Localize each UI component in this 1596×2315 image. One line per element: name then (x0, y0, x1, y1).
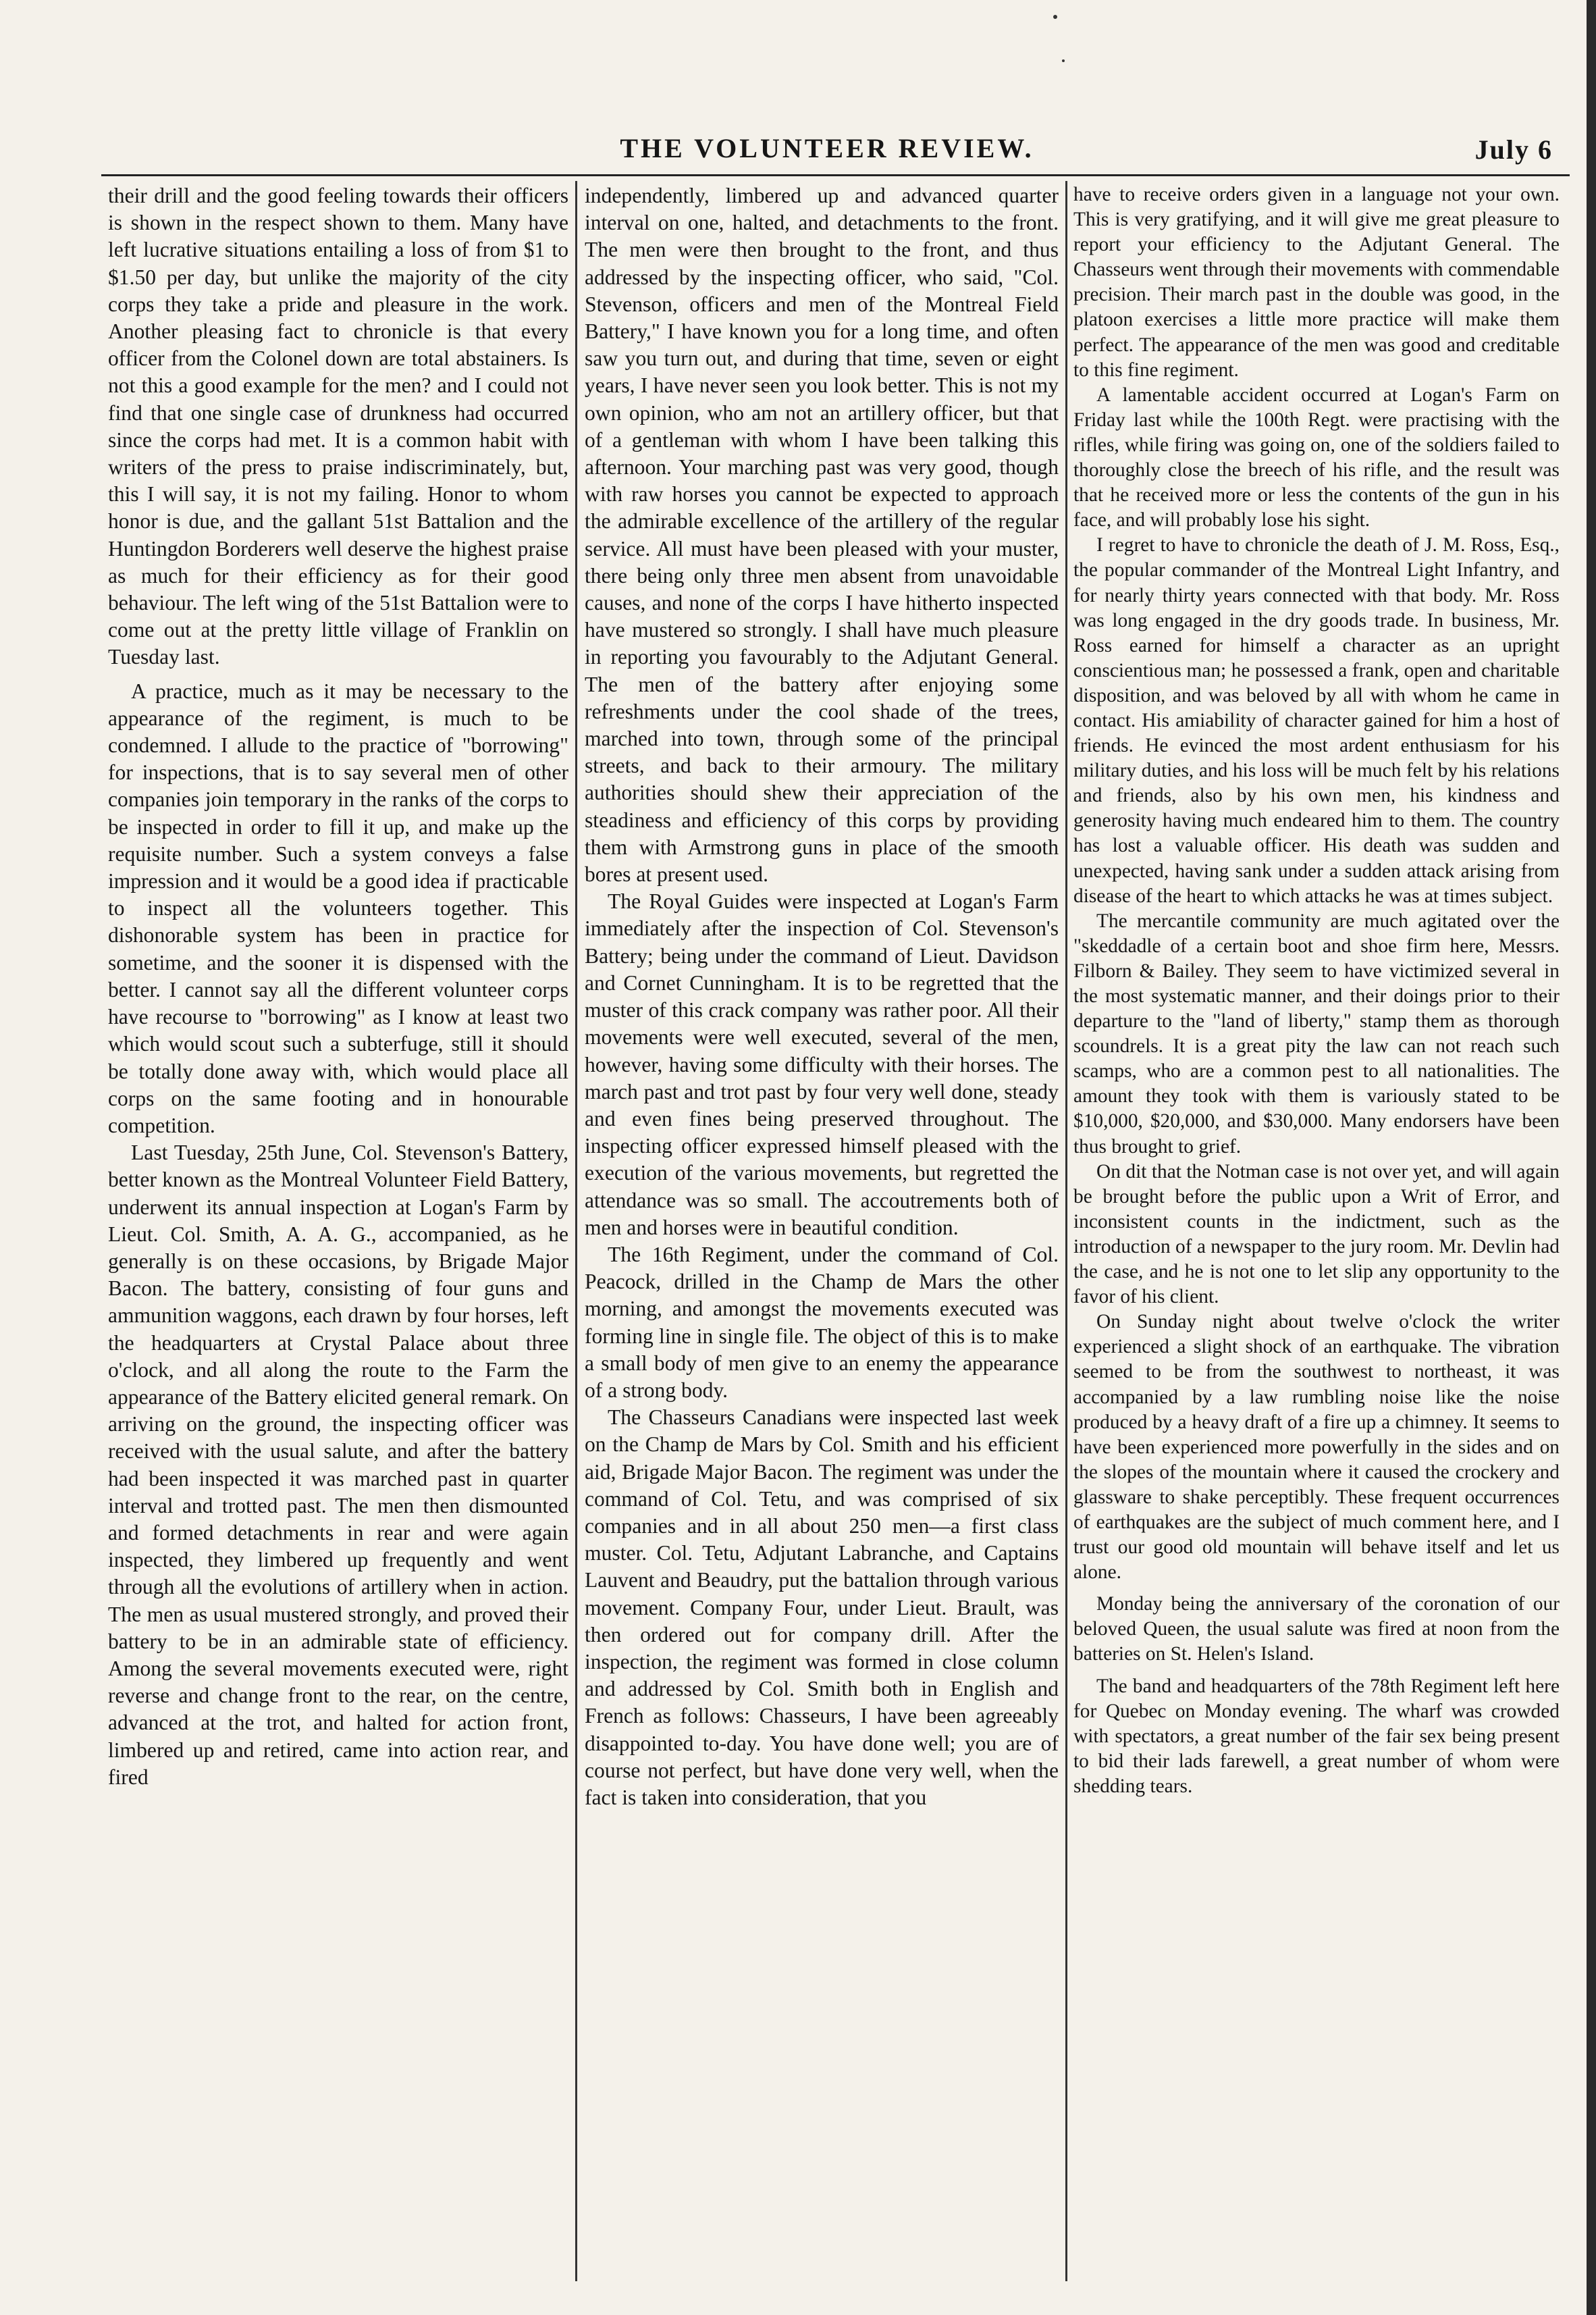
paragraph: The band and headquarters of the 78th Regiment left here for Quebec on Monday evening. The wharf was crowded with spectators, a great number of the fair sex being present to bid their lads farewell, a great number of whom were shedding tears. (1073, 1675, 1560, 1797)
paragraph: The 16th Regiment, under the command of Col. Peacock, drilled in the Champ de Mars the other morning, and amongst the movements executed was forming line in single file. The object of this is to make a small body of men give to an enemy the appearance of a strong body. (585, 1242, 1059, 1402)
publication-title: THE VOLUNTEER REVIEW. (620, 133, 1034, 163)
column-3 (1073, 182, 1560, 2283)
paragraph: A practice, much as it may be necessary to the appearance of the regiment, is much to be condemned. I allude to the practice of "borrowing" for inspections, that is to say several men of other companies join temporary in the ranks of the corps to be inspected in order to fill it up, and make up the requisite number. Such a system conveys a false impression and it would be a good idea if practicable to inspect all the volunteers together. This dishonorable system has been in practice for sometime, and the sooner it is dispensed with the better. I cannot say all the different volunteer corps have recourse to "borrowing" as I know at least two which would scout such a subterfuge, still it should be totally done away with, which would place all corps on the same footing and in honourable competition. (108, 679, 568, 1137)
issue-date: July 6 (1474, 134, 1553, 165)
page-header (101, 132, 1553, 176)
paragraph: I regret to have to chronicle the death of J. M. Ross, Esq., the popular commander of the Montreal Light Infantry, and for nearly thirty years connected with that body. Mr. Ross was long engaged in the dry goods trade. In business, Mr. Ross earned for himself a character as an upright conscientious man; he possessed a frank, open and charitable disposition, and was beloved by all with whom he came in contact. His amiability of character gained for him a host of friends. He evinced the most ardent enthusiasm for his military duties, and his loss will be much felt by his relations and friends, also by his own men, his kindness and generosity having much endeared him to them. The country has lost a valuable officer. His death was sudden and unexpected, having sank under a sudden attack arising from disease of the heart to which attacks he was at times subject. (1073, 534, 1560, 907)
paragraph: On Sunday night about twelve o'clock the writer experienced a slight shock of an earthquake. The vibration seemed to be from the southwest to northeast, it was accompanied by a law rumbling noise like the noise produced by a heavy draft of a fire up a chimney. It seems to have been experienced more powerfully in the sides and on the slopes of the mountain where it caused the crockery and glassware to shake perceptibly. These frequent occurrences of earthquakes are the subject of much comment here, and I trust our good old mountain will behave itself and let us alone. (1073, 1311, 1560, 1584)
paragraph: independently, limbered up and advanced quarter interval on one, halted, and detachments to the front. The men were then brought to the front, and thus addressed by the inspecting officer, who said, "Col. Stevenson, officers and men of the Montreal Field Battery," I have known you for a long time, and often saw you turn out, and during that time, seven or eight years, I have never seen you look better. This is not my own opinion, who am not an artillery officer, but that of a gentleman with whom I have been talking this afternoon. Your marching past was very good, though with raw horses you cannot be expected to approach the admirable excellence of the artillery of the regular service. All must have been pleased with your muster, there being only three men absent from unavoidable causes, and none of the corps I have hitherto inspected have mustered so strongly. I shall have much pleasure in reporting you favourably to the Adjutant General. The men of the battery after enjoying some refreshments under the cool shade of the trees, marched into town, through some of the principal streets, and back to their armoury. The military authorities should shew their appreciation of the steadiness and efficiency of this corps by providing them with Armstrong guns in place of the smooth bores at present used. (585, 184, 1059, 887)
column-divider (575, 181, 577, 2281)
paragraph: Monday being the anniversary of the coronation of our beloved Queen, the usual salute was fired at noon from the batteries on St. Helen's Island. (1073, 1593, 1560, 1665)
scan-edge-shadow (1587, 0, 1596, 2315)
column-divider (1065, 181, 1067, 2281)
paragraph: A lamentable accident occurred at Logan's Farm on Friday last while the 100th Regt. were practising with the rifles, while firing was going on, one of the soldiers failed to thoroughly close the breech of his rifle, and the result was that he received more or less the contents of the gun in his face, and will probably lose his sight. (1073, 384, 1560, 531)
paragraph: have to receive orders given in a language not your own. This is very gratifying, and it will give me great pleasure to report your efficiency to the Adjutant General. The Chasseurs went through their movements with commendable precision. Their march past in the double was good, in the platoon exercises a little more practice will make them perfect. The appearance of the men was good and creditable to this fine regiment. (1073, 184, 1560, 381)
header-rule (101, 174, 1570, 176)
paragraph: Last Tuesday, 25th June, Col. Stevenson's Battery, better known as the Montreal Volunteer Field Battery, underwent its annual inspection at Logan's Farm by Lieut. Col. Smith, A. A. G., accompanied, as he generally is on these occasions, by Brigade Major Bacon. The battery, consisting of four guns and ammunition waggons, each drawn by four horses, left the headquarters at Crystal Palace about three o'clock, and all along the route to the Farm the appearance of the Battery elicited general remark. On arriving on the ground, the inspecting officer was received with the usual salute, and after the battery had been inspected it was marched past in quarter interval and trotted past. The men then dismounted and formed detachments in rear and were again inspected, they limbered up frequently and went through all the evolutions of artillery when in action. The men as usual mustered strongly, and proved their battery to be in an admirable state of efficiency. Among the several movements executed were, right reverse and change front to the rear, on the centre, advanced at the trot, and halted for action front, limbered up and retired, came into action rear, and fired (108, 1141, 568, 1789)
scan-speck (1053, 15, 1057, 19)
column-2 (585, 182, 1059, 2283)
paragraph: The mercantile community are much agitated over the "skeddadle of a certain boot and shoe firm here, Messrs. Filborn & Bailey. They seem to have victimized several in the most systematic manner, and their doings prior to their departure to the "land of liberty," stamp them as thorough scoundrels. It is a great pity the law can not reach such scamps, who are a common pest to all nationalities. The amount they took with them is variously stated to be $10,000, $20,000, and $30,000. Many endorsers have been thus brought to grief. (1073, 910, 1560, 1158)
column-1 (108, 182, 568, 2283)
scan-speck (1062, 59, 1065, 62)
paragraph: The Chasseurs Canadians were inspected last week on the Champ de Mars by Col. Smith and his efficient aid, Brigade Major Bacon. The regiment was under the command of Col. Tetu, and was comprised of six companies and in all about 250 men—a first class muster. Col. Tetu, Adjutant Labranche, and Captains Lauvent and Beaudry, put the battalion through various movement. Company Four, under Lieut. Brault, was then ordered out for company drill. After the inspection, the regiment was formed in close column and addressed by Col. Smith both in English and French as follows: Chasseurs, I have been agreeably disappointed to-day. You have done well; you are of course not perfect, but have done very well, when the fact is taken into consideration, that you (585, 1405, 1059, 1809)
paragraph: The Royal Guides were inspected at Logan's Farm immediately after the inspection of Col. Stevenson's Battery; being under the command of Lieut. Davidson and Cornet Cunningham. It is to be regretted that the muster of this crack company was rather poor. All their movements were well executed, several of the men, however, having some difficulty with their horses. The march past and trot past by four very well done, steady and even fines being preserved throughout. The inspecting officer expressed himself pleased with the execution of the various movements, but regretted the attendance was so small. The accoutrements both of men and horses were in beautiful condition. (585, 889, 1059, 1239)
paragraph: their drill and the good feeling towards their officers is shown in the respect shown to them. Many have left lucrative situations entailing a loss of from $1 to $1.50 per day, but unlike the majority of the city corps they take a pride and pleasure in the work. Another pleasing fact to chronicle is that every officer from the Colonel down are total abstainers. Is not this a good example for the men? and I could not find that one single case of drunkness had occurred since the corps had met. It is a common habit with writers of the press to praise indiscriminately, but, this I will say, it is not my failing. Honor to whom honor is due, and the gallant 51st Battalion and the Huntingdon Borderers well deserve the highest praise as much for their efficiency as for their good behaviour. The left wing of the 51st Battalion were to come out at the pretty little village of Franklin on Tuesday last. (108, 184, 568, 669)
paragraph: On dit that the Notman case is not over yet, and will again be brought before the public upon a Writ of Error, and inconsistent counts in the indictment, such as the introduction of a newspaper to the jury room. Mr. Devlin had the case, and he is not one to let slip any opportunity to the favor of his client. (1073, 1160, 1560, 1308)
